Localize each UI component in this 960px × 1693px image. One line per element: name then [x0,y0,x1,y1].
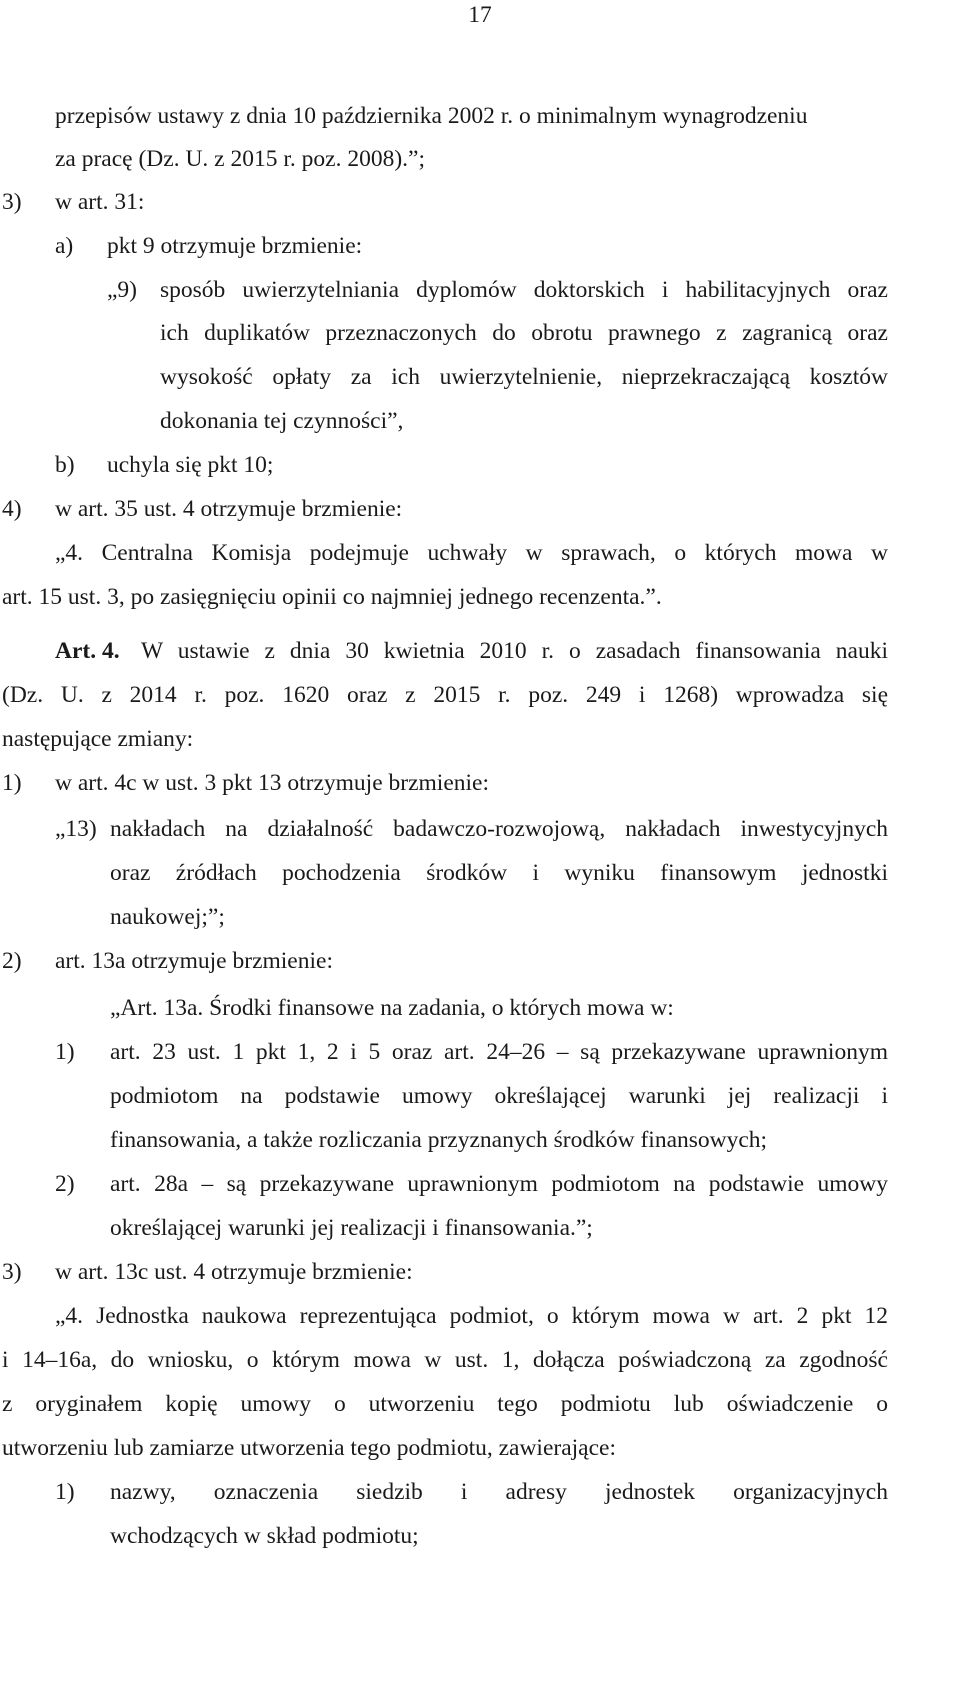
list-number: 2) [55,1171,75,1197]
text-line: następujące zmiany: [2,726,194,752]
list-number: 1) [55,1039,75,1065]
text-line: i 14–16a, do wniosku, o którym mowa w ust. 1, dołącza poświadczoną za zgodność [2,1347,888,1373]
list-letter: b) [55,452,75,478]
text-line: podmiotom na podstawie umowy określającej warunki jej realizacji i [110,1083,888,1109]
text-line: wchodzących w skład podmiotu; [110,1523,419,1549]
text-line: art. 23 ust. 1 pkt 1, 2 i 5 oraz art. 24–26 – są przekazywane uprawnionym [110,1039,888,1065]
text-line: nakładach na działalność badawczo-rozwojową, nakładach inwestycyjnych [110,816,888,842]
text-line: W ustawie z dnia 30 kwietnia 2010 r. o zasadach finansowania nauki [141,638,888,664]
page-number: 17 [468,2,492,28]
list-number: 2) [2,948,22,974]
text-line: w art. 4c w ust. 3 pkt 13 otrzymuje brzmienie: [55,770,489,796]
list-number: 3) [2,1259,22,1285]
text-line: w art. 35 ust. 4 otrzymuje brzmienie: [55,496,403,522]
text-line: art. 15 ust. 3, po zasięgnięciu opinii co najmniej jednego recenzenta.”. [2,584,662,610]
list-number: „9) [107,277,138,303]
text-line: utworzeniu lub zamiarze utworzenia tego podmiotu, zawierające: [2,1435,616,1461]
text-line: oraz źródłach pochodzenia środków i wyniku finansowym jednostki [110,860,888,886]
list-number: 1) [55,1479,75,1505]
list-letter: a) [55,233,74,259]
text-line: w art. 31: [55,189,145,215]
text-line: nazwy, oznaczenia siedzib i adresy jednostek organizacyjnych [110,1479,888,1505]
list-number: 4) [2,496,22,522]
text-line: za pracę (Dz. U. z 2015 r. poz. 2008).”; [55,146,425,172]
text-line: finansowania, a także rozliczania przyznanych środków finansowych; [110,1127,768,1153]
text-line: „4. Centralna Komisja podejmuje uchwały w sprawach, o których mowa w [55,540,888,566]
list-number: „13) [55,816,97,842]
text-line: art. 13a otrzymuje brzmienie: [55,948,333,974]
text-line: z oryginałem kopię umowy o utworzeniu tego podmiotu lub oświadczenie o [2,1391,888,1417]
text-line: „4. Jednostka naukowa reprezentująca podmiot, o którym mowa w art. 2 pkt 12 [55,1303,888,1329]
text-line: art. 28a – są przekazywane uprawnionym podmiotom na podstawie umowy [110,1171,888,1197]
text-line: określającej warunki jej realizacji i finansowania.”; [110,1215,593,1241]
article-heading-line [55,638,888,665]
list-number: 1) [2,770,22,796]
article-label: Art. 4. [55,638,120,664]
text-line: (Dz. U. z 2014 r. poz. 1620 oraz z 2015 r. poz. 249 i 1268) wprowadza się [2,682,888,708]
text-line: ich duplikatów przeznaczonych do obrotu prawnego z zagranicą oraz [160,320,888,346]
text-line: pkt 9 otrzymuje brzmienie: [107,233,363,259]
text-line: uchyla się pkt 10; [107,452,274,478]
list-number: 3) [2,189,22,215]
text-line: przepisów ustawy z dnia 10 października 2002 r. o minimalnym wynagrodzeniu [55,103,808,129]
text-line: dokonania tej czynności”, [160,408,404,434]
text-line: naukowej;”; [110,904,225,930]
text-line: wysokość opłaty za ich uwierzytelnienie, nieprzekraczającą kosztów [160,364,888,390]
text-line: „Art. 13a. Środki finansowe na zadania, o których mowa w: [110,995,674,1021]
text-line: sposób uwierzytelniania dyplomów doktorskich i habilitacyjnych oraz [160,277,888,303]
text-line: w art. 13c ust. 4 otrzymuje brzmienie: [55,1259,413,1285]
